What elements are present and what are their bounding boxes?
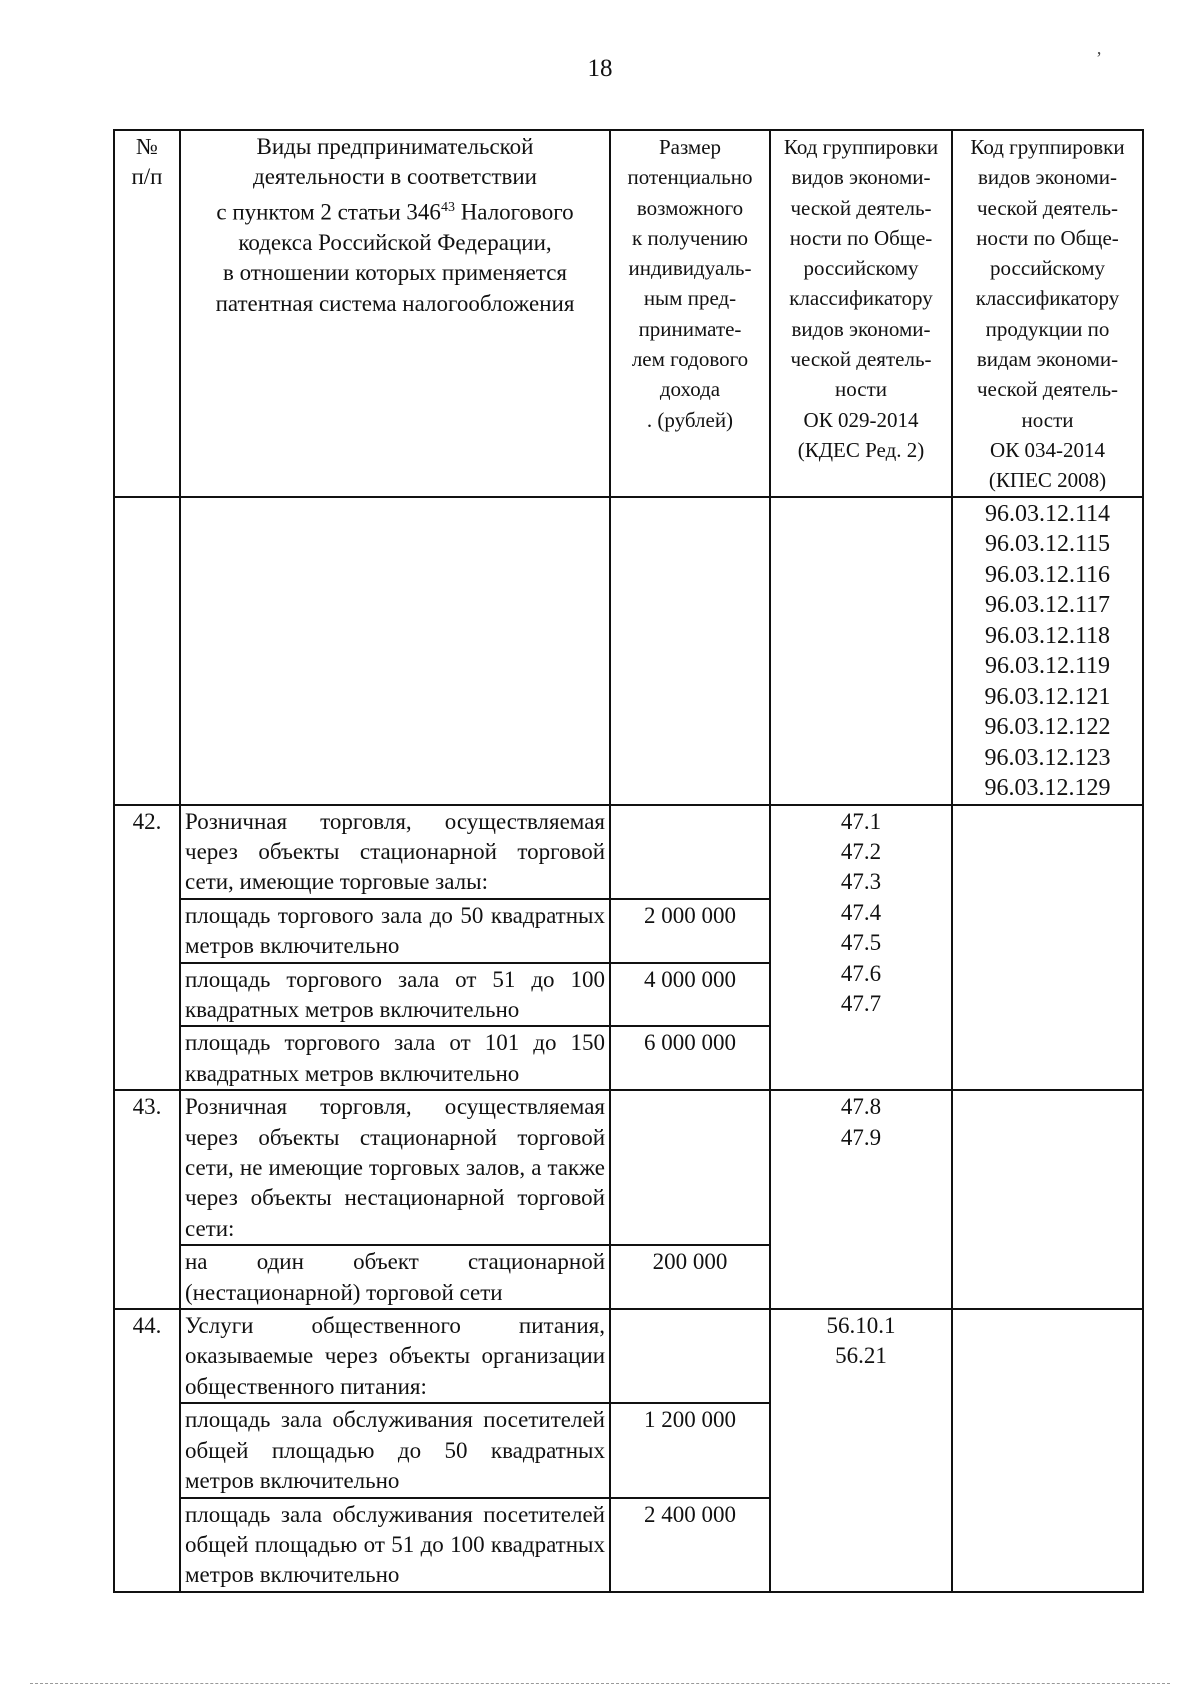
header-number-label: п/п <box>131 164 163 190</box>
table-cell <box>114 497 180 805</box>
header-income-cell <box>610 130 770 497</box>
header-okved-line: Код группировки <box>783 135 939 159</box>
header-okpd-line: Код группировки <box>970 135 1125 159</box>
header-okved-line: видов экономи- <box>791 165 931 190</box>
okpd-code: 96.03.12.116 <box>984 561 1111 588</box>
header-activity-line: деятельности в соответствии <box>253 164 537 190</box>
corner-mark: ‚ <box>1096 38 1102 58</box>
okved-code: 47.8 <box>840 1094 882 1120</box>
okpd-code: 96.03.12.121 <box>984 683 1111 710</box>
table-row <box>114 805 1143 899</box>
okpd-code: 96.03.12.123 <box>984 744 1111 771</box>
activity-subitem: площадь зала обслуживания посетителей общей площадью от 51 до 100 квадратных метров включительно <box>180 1498 610 1592</box>
row-number: 44. <box>114 1309 180 1592</box>
okved-codes-cell <box>770 1309 952 1592</box>
table-row <box>114 1309 1143 1403</box>
activity-title: Розничная торговля, осуществляемая через объекты стационарной торговой сети, имеющие торговые залы: <box>180 805 610 899</box>
patent-activities-table <box>113 129 1144 1593</box>
header-okved-line: ческой деятель- <box>790 195 932 220</box>
table-cell <box>770 497 952 805</box>
header-okved-cell <box>770 130 952 497</box>
activity-subitem: площадь зала обслуживания посетителей общей площадью до 50 квадратных метров включительно <box>180 1403 610 1497</box>
header-income-line: . (рублей) <box>646 407 734 432</box>
okved-code: 47.1 <box>840 808 882 834</box>
row-number: 42. <box>114 805 180 1091</box>
header-activity-line: в отношении которых применяется <box>222 260 567 286</box>
header-income-line: дохода <box>659 377 721 402</box>
header-income-line: принимате- <box>638 316 742 341</box>
header-activity-line: Виды предпринимательской <box>256 134 534 159</box>
okpd-code: 96.03.12.122 <box>984 714 1111 741</box>
activity-title: Розничная торговля, осуществляемая через объекты стационарной торговой сети, не имеющие торговых залов, а также через объекты нестационарной торговой сети: <box>180 1090 610 1245</box>
header-activity-line-text: с пунктом 2 статьи 346 <box>216 199 441 225</box>
okved-code: 47.9 <box>840 1124 882 1150</box>
okved-code: 47.6 <box>840 960 882 986</box>
okpd-code: 96.03.12.118 <box>984 622 1111 649</box>
okved-code: 47.4 <box>840 899 882 925</box>
header-okved-line: видов экономи- <box>791 316 931 341</box>
header-okved-line: ности по Обще- <box>789 225 933 250</box>
header-income-line: ным пред- <box>643 286 737 311</box>
article-superscript: 43 <box>440 199 455 215</box>
header-income-line: лем годового <box>631 347 749 372</box>
header-income-line: Размер <box>658 135 722 159</box>
okved-code: 56.10.1 <box>826 1313 896 1339</box>
header-okved-line: (КДЕС Ред. 2) <box>797 437 925 462</box>
table-row <box>114 1090 1143 1245</box>
header-okpd-line: (КПЕС 2008) <box>988 468 1107 493</box>
header-okved-line: классификатору <box>789 286 933 311</box>
table-header-row <box>114 130 1143 497</box>
table-cell <box>610 1309 770 1403</box>
header-okpd-line: ОК 034-2014 <box>990 437 1105 462</box>
activity-subitem: площадь торгового зала от 101 до 150 квадратных метров включительно <box>180 1026 610 1090</box>
header-okpd-line: ности по Обще- <box>976 225 1119 250</box>
header-okpd-line: российскому <box>990 256 1105 281</box>
header-activity-line <box>185 193 605 228</box>
table-cell <box>610 805 770 899</box>
row-number: 43. <box>114 1090 180 1309</box>
header-okpd-line: ческой деятель- <box>976 195 1119 220</box>
continuation-codes-cell <box>952 497 1143 805</box>
header-okved-line: российскому <box>803 256 919 281</box>
continuation-row <box>114 497 1143 805</box>
okved-code: 47.3 <box>840 869 882 895</box>
okved-code: 47.7 <box>840 991 882 1016</box>
header-okved-line: ческой деятель- <box>790 347 932 372</box>
table-cell <box>952 1309 1143 1592</box>
header-activity-line: кодекса Российской Федерации, <box>238 229 552 255</box>
header-number-label: № <box>136 134 158 159</box>
header-okpd-line: ческой деятель- <box>976 377 1119 402</box>
header-income-line: индивидуаль- <box>628 256 752 281</box>
header-activity-line: патентная система налогообложения <box>215 290 575 316</box>
okpd-code: 96.03.12.114 <box>984 500 1111 527</box>
table-cell <box>610 497 770 805</box>
income-value: 1 200 000 <box>610 1403 770 1497</box>
income-value: 4 000 000 <box>610 963 770 1027</box>
okpd-code: 96.03.12.117 <box>984 592 1111 619</box>
header-okpd-cell <box>952 130 1143 497</box>
table-cell <box>610 1090 770 1245</box>
header-okved-line: ности <box>835 377 887 402</box>
header-okpd-line: видам экономи- <box>976 347 1119 372</box>
okpd-code: 96.03.12.119 <box>984 653 1111 680</box>
income-value: 2 000 000 <box>610 899 770 963</box>
header-okpd-line: продукции по <box>985 316 1110 341</box>
activity-subitem: площадь торгового зала до 50 квадратных метров включительно <box>180 899 610 963</box>
activity-subitem: площадь торгового зала от 51 до 100 квадратных метров включительно <box>180 963 610 1027</box>
activity-title: Услуги общественного питания, оказываемые через объекты организации общественного питания: <box>180 1309 610 1403</box>
page-number: 18 <box>587 55 613 82</box>
activity-subitem: на один объект стационарной (нестационарной) торговой сети <box>180 1245 610 1309</box>
okved-code: 47.5 <box>840 930 882 956</box>
scan-edge-line <box>30 1683 1170 1684</box>
income-value: 2 400 000 <box>610 1498 770 1592</box>
income-value: 6 000 000 <box>610 1026 770 1090</box>
table-cell <box>952 805 1143 1091</box>
header-income-line: возможного <box>636 195 744 220</box>
okpd-code: 96.03.12.115 <box>984 531 1111 558</box>
header-income-line: потенциально <box>627 165 753 190</box>
table-cell <box>180 497 610 805</box>
header-income-line: к получению <box>632 225 748 250</box>
header-okpd-line: ности <box>1021 407 1074 432</box>
table-cell <box>952 1090 1143 1309</box>
header-activity-cell <box>180 130 610 497</box>
header-number-cell <box>114 130 180 497</box>
okved-code: 56.21 <box>835 1343 887 1369</box>
okpd-code: 96.03.12.129 <box>984 775 1111 802</box>
header-activity-line-tail: Налогового <box>454 199 574 225</box>
header-okpd-line: классификатору <box>975 286 1120 311</box>
okved-code: 47.2 <box>840 838 882 864</box>
okved-codes-cell <box>770 1090 952 1309</box>
header-okved-line: ОК 029-2014 <box>803 407 919 432</box>
income-value: 200 000 <box>610 1245 770 1309</box>
header-okpd-line: видов экономи- <box>977 165 1117 190</box>
okved-codes-cell <box>770 805 952 1091</box>
